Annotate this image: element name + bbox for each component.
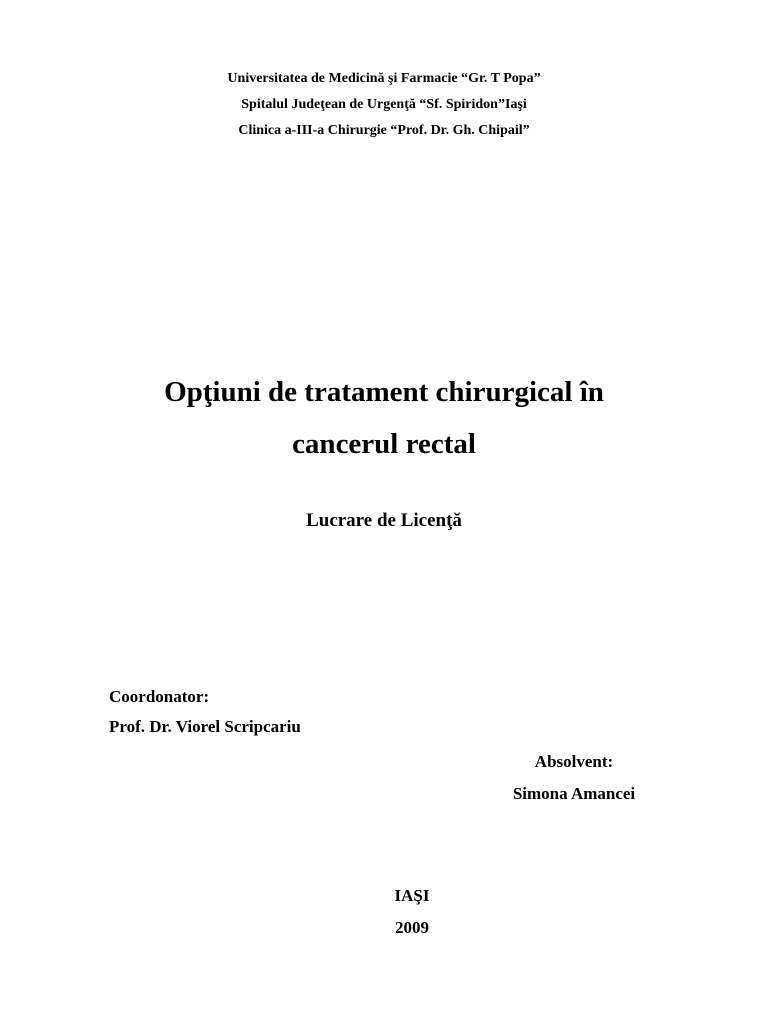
coordinator-label: Coordonator: bbox=[109, 687, 210, 706]
coordinator-block bbox=[109, 682, 301, 742]
hospital-name: Spitalul Judeţean de Urgenţă “Sf. Spiridon”Iaşi bbox=[241, 97, 527, 112]
footer-year: 2009 bbox=[395, 918, 429, 937]
coordinator-name: Prof. Dr. Viorel Scripcariu bbox=[109, 717, 301, 736]
university-name: Universitatea de Medicină şi Farmacie “Gr. T Popa” bbox=[227, 71, 541, 86]
document-subtitle: Lucrare de Licenţă bbox=[306, 510, 462, 531]
title-line-1: Opţiuni de tratament chirurgical în bbox=[164, 376, 604, 408]
footer-city: IAŞI bbox=[394, 886, 430, 905]
graduate-label: Absolvent: bbox=[534, 752, 614, 771]
clinic-name: Clinica a-III-a Chirurgie “Prof. Dr. Gh. Chipail” bbox=[238, 123, 530, 138]
title-line-2: cancerul rectal bbox=[292, 428, 476, 460]
document-footer bbox=[0, 880, 768, 944]
institution-header bbox=[0, 66, 768, 144]
graduate-block bbox=[490, 746, 658, 810]
document-title bbox=[0, 366, 768, 470]
graduate-name: Simona Amancei bbox=[512, 784, 636, 803]
